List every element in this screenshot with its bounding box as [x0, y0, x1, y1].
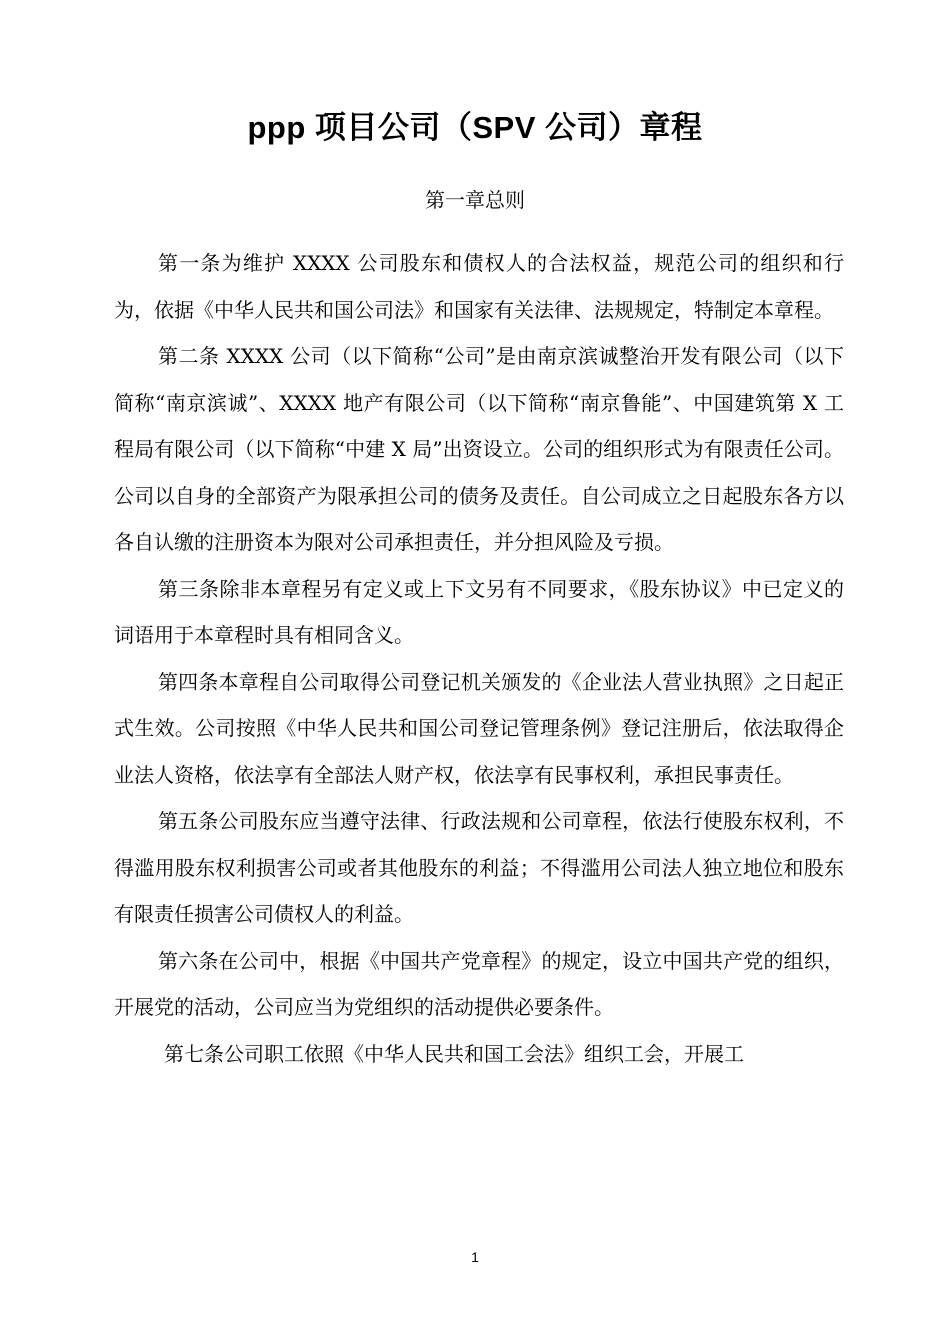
article-2-paragraph: 第二条 XXXX 公司（以下简称“公司”是由南京滨诚整治开发有限公司（以下简称“南京滨诚”、XXXX 地产有限公司（以下简称“南京鲁能”、中国建筑第 X 工程局有限公司（以下简称“中建 X 局”出资设立。公司的组织形式为有限责任公司。公司以自身的全部资产为限承担公司的债务及责任。自公司成立之日起股东各方以各自认缴的注册资本为限对公司承担责任，并分担风险及亏损。	[114, 344, 844, 554]
article-6-paragraph: 第六条在公司中，根据《中国共产党章程》的规定，设立中国共产党的组织，开展党的活动，公司应当为党组织的活动提供必要条件。	[114, 948, 844, 1019]
document-body	[114, 240, 844, 1077]
document-title: ppp 项目公司（SPV 公司）章程	[247, 110, 703, 145]
article-7-paragraph: 第七条公司职工依照《中华人民共和国工会法》组织工会，开展工	[164, 1041, 744, 1066]
page-number: 1	[471, 1249, 479, 1265]
chapter-heading: 第一章总则	[425, 188, 525, 212]
article-1-paragraph: 第一条为维护 XXXX 公司股东和债权人的合法权益，规范公司的组织和行为，依据《中华人民共和国公司法》和国家有关法律、法规规定，特制定本章程。	[114, 251, 844, 322]
article-3-paragraph: 第三条除非本章程另有定义或上下文另有不同要求，《股东协议》中已定义的词语用于本章程时具有相同含义。	[114, 576, 844, 647]
article-4-paragraph: 第四条本章程自公司取得公司登记机关颁发的《企业法人营业执照》之日起正式生效。公司按照《中华人民共和国公司登记管理条例》登记注册后，依法取得企业法人资格，依法享有全部法人财产权，依法享有民事权利，承担民事责任。	[114, 669, 844, 787]
article-5-paragraph: 第五条公司股东应当遵守法律、行政法规和公司章程，依法行使股东权利，不得滥用股东权利损害公司或者其他股东的利益；不得滥用公司法人独立地位和股东有限责任损害公司债权人的利益。	[114, 809, 844, 926]
